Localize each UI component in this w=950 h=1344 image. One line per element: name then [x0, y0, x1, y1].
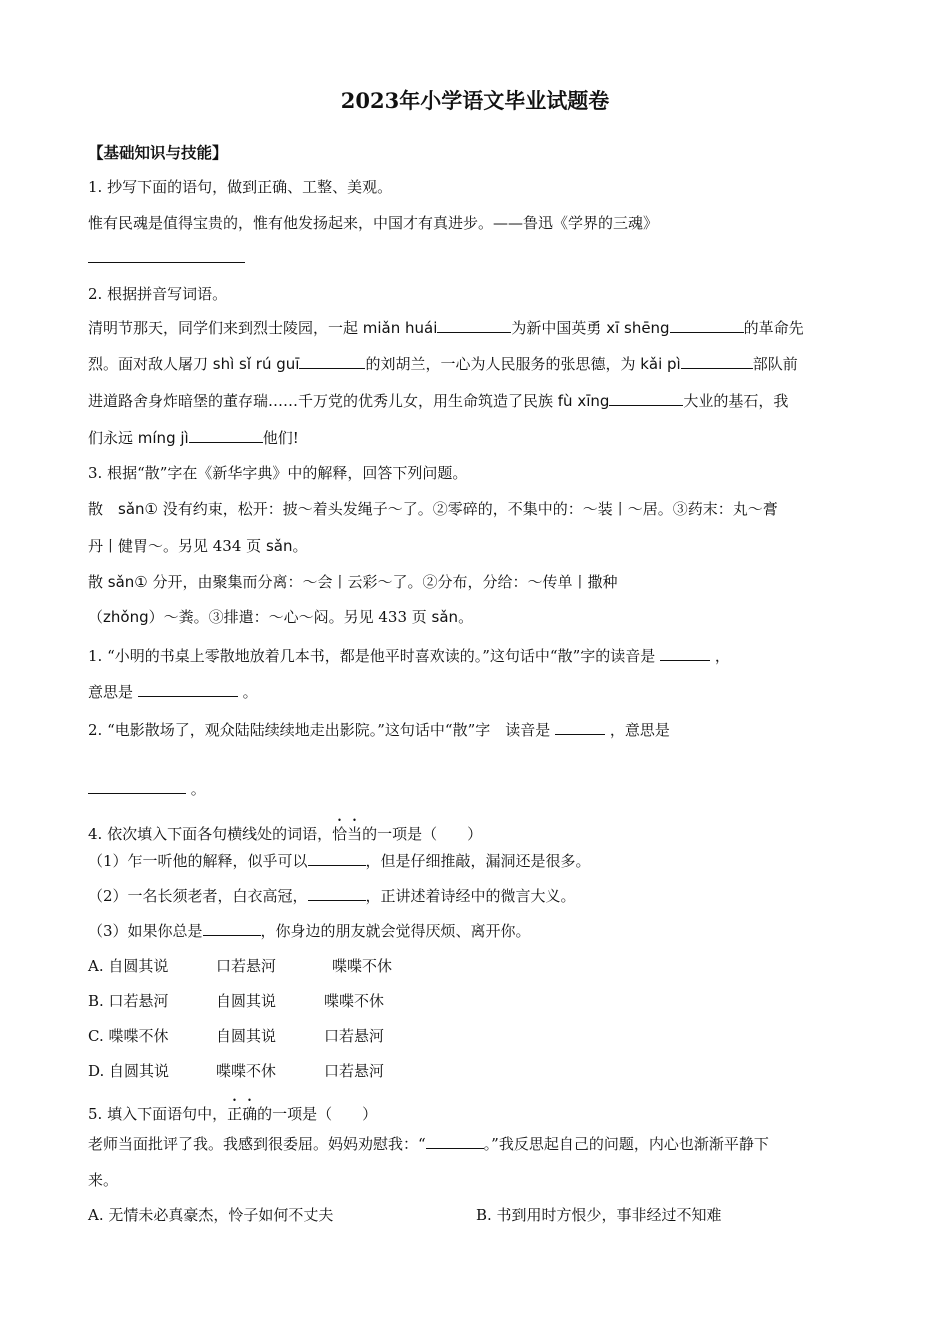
answer-blank[interactable] [189, 428, 263, 443]
q3-stem: 3. 根据“散”字在《新华字典》中的解释，回答下列问题。 [88, 464, 468, 482]
answer-blank[interactable] [203, 921, 261, 936]
section-heading: 【基础知识与技能】 [88, 143, 228, 162]
q5-passage: 老师当面批评了我。我感到很委屈。妈妈劝慰我：“ 。”我反思起自己的问题，内心也渐渐平静下 [88, 1135, 769, 1153]
q3-sub-2-cont: 。 [88, 779, 206, 799]
answer-blank[interactable] [308, 851, 366, 866]
q4-option-c[interactable]: C. 喋喋不休 自圆其说 口若悬河 [88, 1027, 385, 1045]
answer-blank[interactable] [308, 886, 366, 901]
q4-sentence-1: （1）乍一听他的解释，似乎可以 ，但是仔细推敲，漏洞还是很多。 [88, 852, 591, 870]
q1-quote: 惟有民魂是值得宝贵的，惟有他发扬起来，中国才有真进步。——鲁迅《学界的三魂》 [88, 214, 659, 232]
q2-stem: 2. 根据拼音写词语。 [88, 285, 228, 303]
q3-def-1: 散 sǎn① 没有约束，松开：披～着头发绳子～了。②零碎的，不集中的：～装丨～居。③药末：丸～膏 [88, 500, 778, 518]
answer-blank[interactable] [555, 720, 605, 735]
q3-sub-1: 1. “小明的书桌上零散地放着几本书，都是他平时喜欢读的。”这句话中“散”字的读音是 ， [88, 647, 730, 665]
q3-def-2: 散 sǎn① 分开，由聚集而分离：～会丨云彩～了。②分布，分给：～传单丨撒种 [88, 573, 618, 591]
q5-stem: 5. 填入下面语句中，正确的一项是（ ） [88, 1105, 378, 1123]
q3-def-1-cont: 丹丨健胃～。另见 434 页 sǎn。 [88, 537, 308, 555]
answer-blank[interactable] [299, 354, 365, 369]
answer-blank[interactable] [660, 646, 710, 661]
q5-passage-cont: 来。 [88, 1171, 119, 1189]
q2-line-2: 烈。面对敌人屠刀 shì sǐ rú guī 的刘胡兰，一心为人民服务的张思德，为 kǎi pì 部队前 [88, 355, 798, 373]
q3-sub-2: 2. “电影散场了，观众陆陆续续地走出影院。”这句话中“散”字 读音是 ，意思是 [88, 721, 670, 739]
q5-option-b[interactable]: B. 书到用时方恨少，事非经过不知难 [476, 1206, 722, 1224]
q4-sentence-2: （2）一名长须老者，白衣高冠， ，正讲述着诗经中的微言大义。 [88, 887, 576, 905]
pinyin-fuxing: fù xīng [557, 392, 610, 410]
q2-line-3: 进道路舍身炸暗堡的董存瑞……千万党的优秀儿女，用生命筑造了民族 fù xīng 大业的基石，我 [88, 392, 789, 410]
q2-line-4: 们永远 míng jì 他们! [88, 429, 299, 447]
answer-blank[interactable] [88, 779, 186, 794]
page-title: 2023年小学语文毕业试题卷 [340, 88, 610, 113]
q3-def-2-cont: （zhǒng）～粪。③排遣：～心～闷。另见 433 页 sǎn。 [88, 608, 474, 626]
answer-blank[interactable] [437, 318, 511, 333]
pinyin-mianhuai: miǎn huái [362, 319, 438, 337]
pinyin-kaipi: kǎi pì [640, 355, 681, 373]
answer-blank[interactable] [609, 391, 683, 406]
pinyin-shisirugui: shì sǐ rú guī [212, 355, 300, 373]
q4-option-d[interactable]: D. 自圆其说 喋喋不休 口若悬河 [88, 1062, 385, 1080]
q1-stem: 1. 抄写下面的语句，做到正确、工整、美观。 [88, 178, 393, 196]
q3-sub-1-cont: 意思是 。 [88, 683, 258, 701]
q4-option-a[interactable]: A. 自圆其说 口若悬河 喋喋不休 [88, 957, 393, 975]
answer-blank[interactable] [138, 682, 238, 697]
q1-answer-line[interactable] [88, 248, 245, 268]
answer-blank[interactable] [670, 318, 744, 333]
pinyin-xisheng: xī shēng [606, 319, 670, 337]
q2-line-1: 清明节那天，同学们来到烈士陵园，一起 miǎn huái 为新中国英勇 xī shēng 的革命先 [88, 319, 804, 337]
answer-blank[interactable] [426, 1134, 484, 1149]
q4-option-b[interactable]: B. 口若悬河 自圆其说 喋喋不休 [88, 992, 385, 1010]
answer-blank[interactable] [681, 354, 753, 369]
q4-sentence-3: （3）如果你总是 ，你身边的朋友就会觉得厌烦、离开你。 [88, 922, 531, 940]
q5-option-a[interactable]: A. 无情未必真豪杰，怜子如何不丈夫 [88, 1206, 334, 1224]
pinyin-mingji: míng jì [137, 429, 189, 447]
q4-stem: 4. 依次填入下面各句横线处的词语，恰当的一项是（ ） [88, 825, 483, 843]
